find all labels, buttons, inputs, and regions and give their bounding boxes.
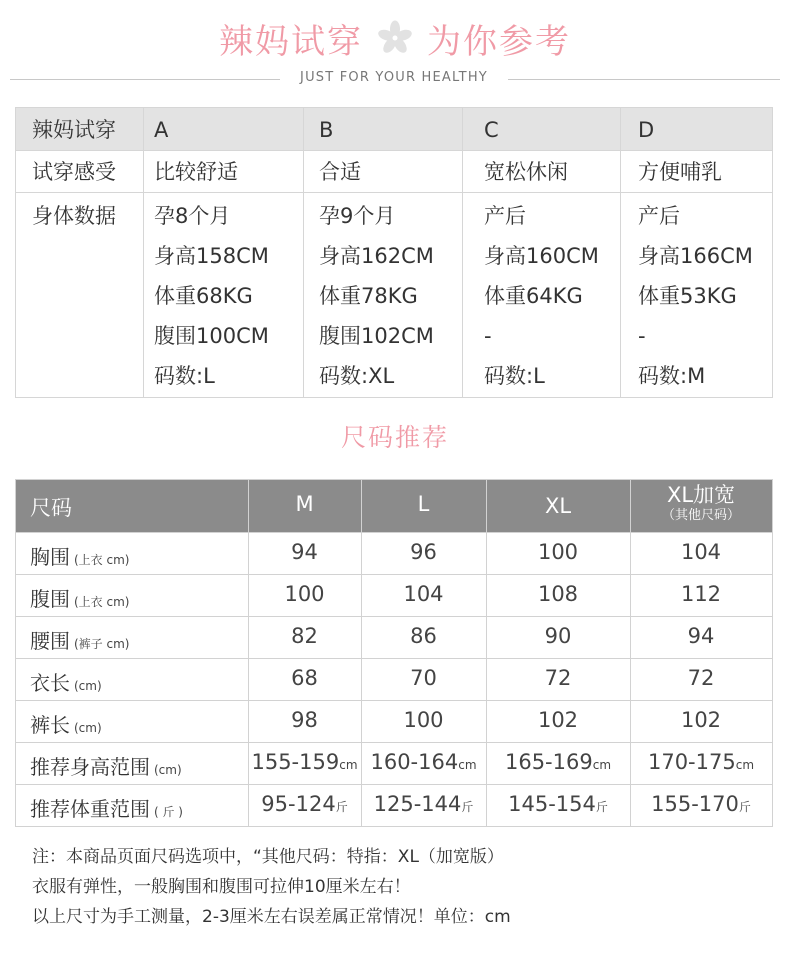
size-table xyxy=(15,479,773,827)
page-title xyxy=(0,14,790,62)
value-cell: 165-169cm xyxy=(504,750,612,774)
body-line: 码数:XL xyxy=(319,364,395,388)
feel-a: 比较舒适 xyxy=(154,160,238,184)
value-cell: 96 xyxy=(410,540,437,564)
value-cell: 86 xyxy=(410,624,437,648)
body-data-b xyxy=(319,196,434,396)
value-cell: 90 xyxy=(544,624,572,648)
tryon-header-b: B xyxy=(319,118,334,142)
row-label: 胸围 (上衣 cm) xyxy=(30,545,130,569)
size-section-title: 尺码推荐 xyxy=(340,423,449,452)
value-cell: 125-144斤 xyxy=(373,792,474,816)
body-line: 码数:L xyxy=(484,364,545,388)
value-cell: 94 xyxy=(687,624,715,648)
body-line: 体重53KG xyxy=(638,284,737,308)
value-cell: 170-175cm xyxy=(647,750,755,774)
body-line: 身高158CM xyxy=(154,244,269,268)
flower-icon xyxy=(377,20,413,56)
notes xyxy=(32,842,511,932)
size-header-xl-wide-sub: （其他尺码） xyxy=(661,508,740,523)
value-cell: 68 xyxy=(291,666,318,690)
value-cell: 104 xyxy=(680,540,722,564)
body-line: 腹围102CM xyxy=(319,324,434,348)
value-cell: 72 xyxy=(687,666,715,690)
body-data-a xyxy=(154,196,269,396)
tryon-table xyxy=(15,107,773,398)
size-header-xl: XL xyxy=(544,494,572,518)
body-line: 身高162CM xyxy=(319,244,434,268)
size-header-l: L xyxy=(417,492,430,516)
value-cell: 70 xyxy=(410,666,437,690)
value-cell: 72 xyxy=(544,666,572,690)
body-label: 身体数据 xyxy=(32,204,116,228)
body-line: 码数:M xyxy=(638,364,706,388)
value-cell: 108 xyxy=(537,582,579,606)
note-line: 注：本商品页面尺码选项中，“其他尺码：特指：XL（加宽版） xyxy=(32,847,504,867)
value-cell: 100 xyxy=(284,582,325,606)
body-line: 码数:L xyxy=(154,364,215,388)
value-cell: 94 xyxy=(291,540,318,564)
value-cell: 160-164cm xyxy=(370,750,477,774)
body-line: 体重78KG xyxy=(319,284,418,308)
value-cell: 95-124斤 xyxy=(261,792,348,816)
size-header-label: 尺码 xyxy=(30,496,72,520)
tryon-header-c: C xyxy=(484,118,499,142)
value-cell: 98 xyxy=(291,708,318,732)
divider xyxy=(10,79,280,80)
body-data-d xyxy=(638,196,753,396)
value-cell: 100 xyxy=(403,708,444,732)
body-data-c xyxy=(484,196,599,396)
body-line: - xyxy=(484,324,492,348)
value-cell: 104 xyxy=(403,582,444,606)
body-line: 腹围100CM xyxy=(154,324,269,348)
value-cell: 82 xyxy=(291,624,318,648)
subtitle-row xyxy=(10,66,780,92)
body-line: - xyxy=(638,324,646,348)
body-line: 体重68KG xyxy=(154,284,253,308)
body-line: 产后 xyxy=(484,204,526,228)
value-cell: 100 xyxy=(537,540,579,564)
row-label: 裤长 (cm) xyxy=(30,713,102,737)
title-right: 为你参考 xyxy=(427,21,571,62)
row-label: 推荐身高范围 (cm) xyxy=(30,755,182,779)
body-line: 身高160CM xyxy=(484,244,599,268)
note-line: 以上尺寸为手工测量，2-3厘米左右误差属正常情况！单位：cm xyxy=(32,907,511,927)
tryon-header-label: 辣妈试穿 xyxy=(32,118,116,142)
value-cell: 112 xyxy=(680,582,722,606)
value-cell: 145-154斤 xyxy=(508,792,608,816)
size-header-m: M xyxy=(295,492,314,516)
row-label: 推荐体重范围 ( 斤 ) xyxy=(30,797,183,821)
feel-d: 方便哺乳 xyxy=(638,160,722,184)
feel-b: 合适 xyxy=(319,160,361,184)
value-cell: 155-170斤 xyxy=(651,792,751,816)
tryon-header-bg xyxy=(16,108,772,150)
note-line: 衣服有弹性，一般胸围和腹围可拉伸10厘米左右！ xyxy=(32,877,411,897)
body-line: 产后 xyxy=(638,204,680,228)
tryon-header-a: A xyxy=(154,118,169,142)
divider xyxy=(508,79,780,80)
row-label: 腹围 (上衣 cm) xyxy=(30,587,130,611)
body-line: 孕8个月 xyxy=(154,204,231,228)
body-line: 体重64KG xyxy=(484,284,583,308)
subtitle: JUST FOR YOUR HEALTHY xyxy=(300,70,488,85)
value-cell: 155-159cm xyxy=(251,750,358,774)
tryon-header-d: D xyxy=(638,118,655,142)
row-label: 腰围 (裤子 cm) xyxy=(30,629,130,653)
feel-c: 宽松休闲 xyxy=(484,160,568,184)
size-header-xl-wide xyxy=(630,482,772,523)
feel-label: 试穿感受 xyxy=(32,160,116,184)
size-header-xl-wide-label: XL加宽 xyxy=(666,483,736,507)
value-cell: 102 xyxy=(680,708,722,732)
body-line: 身高166CM xyxy=(638,244,753,268)
value-cell: 102 xyxy=(537,708,579,732)
title-left: 辣妈试穿 xyxy=(219,21,363,62)
body-line: 孕9个月 xyxy=(319,204,396,228)
row-label: 衣长 (cm) xyxy=(30,671,102,695)
